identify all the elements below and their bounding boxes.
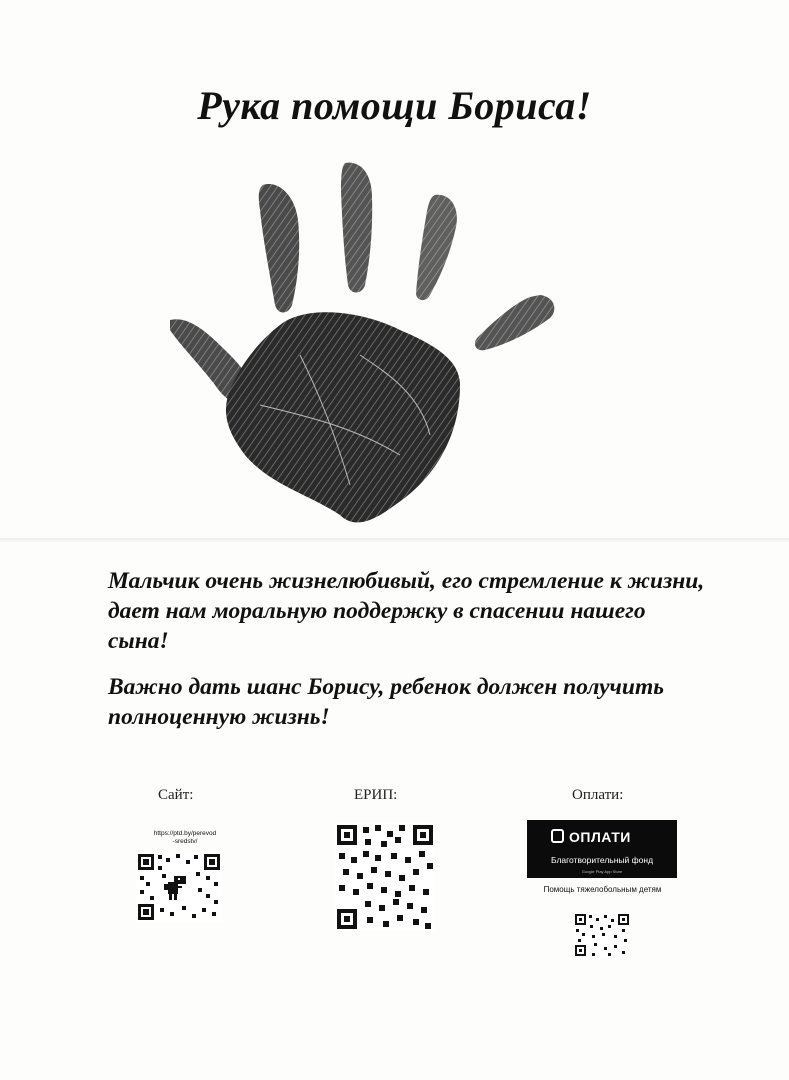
site-qr-code-icon[interactable] [136, 852, 222, 922]
paper-fold-line [0, 538, 789, 542]
app-store-badges: Google Play App Store [581, 869, 623, 874]
description-paragraph: Мальчик очень жизнелюбивый, его стремление к жизни, дает нам моральную поддержку в спасении нашего сына! [108, 568, 705, 654]
oplati-label: Оплати: [572, 787, 624, 803]
oplati-banner[interactable] [527, 820, 677, 878]
appeal-paragraph: Важно дать шанс Борису, ребенок должен получить полноценную жизнь! [108, 674, 664, 730]
oplati-logo [551, 829, 631, 845]
oplati-logo-text: ОПЛАТИ [569, 829, 631, 845]
site-url [140, 830, 230, 846]
oplati-subtitle: Благотворительный фонд [550, 855, 654, 865]
site-url-line2: -sredstv/ [172, 838, 198, 845]
oplati-caption: Помощь тяжелобольным детям [543, 885, 662, 894]
oplati-logo-icon [551, 829, 564, 843]
poster-title: Рука помощи Бориса! [197, 83, 592, 128]
erip-qr-code-icon[interactable] [335, 823, 435, 931]
erip-label: ЕРИП: [354, 787, 398, 803]
site-url-line1: https://ptd.by/perevod [153, 830, 217, 837]
handprint-image [160, 155, 570, 535]
site-label: Сайт: [158, 787, 194, 803]
oplati-qr-code-icon[interactable] [574, 913, 630, 957]
